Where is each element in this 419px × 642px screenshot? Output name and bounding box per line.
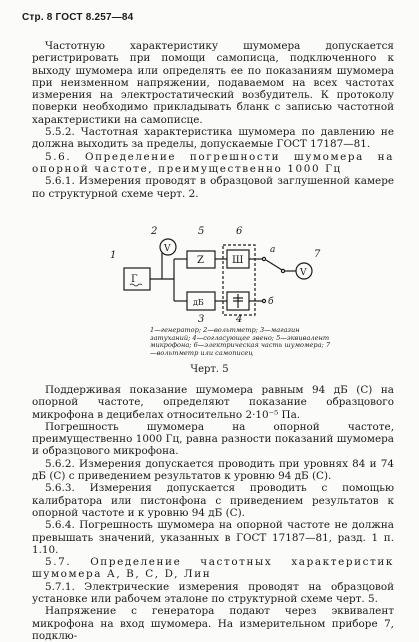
label-4: 4	[236, 314, 243, 322]
section-heading: 5.7. Определение частотных характеристик шумомера А, В, С, D, Лин	[32, 556, 394, 581]
paragraph: 5.6.2. Измерения допускается проводить при уровнях 84 и 74 дБ (С) с приведением результатов к уровню 94 дБ (С).	[32, 457, 394, 483]
page-header: Стр. 8 ГОСТ 8.257—84	[22, 12, 134, 23]
paragraph: Напряжение с генератора подают через эквивалент микрофона на вход шумомера. На измерительном приборе 7, подклю-	[32, 605, 394, 642]
label-2: 2	[151, 226, 158, 237]
paragraph: Поддерживая показание шумомера равным 94 дБ (С) на опорной частоте, определяют показание образцового микрофона в децибелах относительно 2·10⁻⁵ Па.	[32, 384, 394, 421]
label-3: 3	[198, 314, 205, 322]
figure-label: Черт. 5	[190, 364, 229, 375]
block-diagram	[0, 222, 419, 322]
label-7: 7	[314, 249, 321, 260]
text-block-top	[32, 40, 394, 200]
section-heading: 5.6. Определение погрешности шумомера на опорной частоте, преимущественно 1000 Гц	[32, 150, 394, 175]
label-v-2: V	[164, 244, 171, 254]
text-block-bottom	[32, 384, 394, 642]
figure-caption: 1—генератор; 2—вольтметр; 3—магазин затуханий; 4—согласующее звено; 5—эквивалент микрофона; 6—электрическая часть шумомера; 7—вольтметр или самописец	[150, 326, 331, 357]
label-v-7: V	[300, 268, 307, 278]
label-sh: Ш	[232, 255, 244, 266]
label-5: 5	[198, 226, 205, 237]
label-db: дБ	[193, 298, 204, 307]
label-6: 6	[236, 226, 243, 237]
paragraph: 5.6.4. Погрешность шумомера на опорной частоте не должна превышать значений, указанных в ГОСТ 17187—81, разд. 1 п. 1.10.	[32, 519, 394, 556]
paragraph: 5.6.1. Измерения проводят в образцовой заглушенной камере по структурной схеме черт. 2.	[32, 175, 394, 200]
label-1: 1	[110, 250, 117, 261]
label-generator: Г	[131, 274, 138, 285]
label-a: а	[270, 245, 276, 255]
paragraph: 5.5.2. Частотная характеристика шумомера по давлению не должна выходить за пределы, допускаемые ГОСТ 17187—81.	[32, 126, 394, 151]
paragraph: Погрешность шумомера на опорной частоте, преимущественно 1000 Гц, равна разности показаний шумомера и образцового микрофона.	[32, 420, 394, 458]
label-z: Z	[197, 255, 204, 266]
paragraph: 5.6.3. Измерения допускается проводить с помощью калибратора или пистонфона с приведением результатов к опорной частоте и к уровню 94 дБ (С).	[32, 482, 394, 519]
paragraph: Частотную характеристику шумомера допускается регистрировать при помощи самописца, подключенного к выходу шумомера или определять ее по показаниям шумомера при неизменном напряжении, подаваемом на всех частотах измерения на электростатический возбудитель. К протоколу поверки необходимо прикладывать бланк с записью частотной характеристики на самописце.	[32, 40, 394, 126]
label-b: б	[268, 297, 274, 307]
paragraph: 5.7.1. Электрические измерения проводят на образцовой установке или рабочем эталоне по структурной схеме черт. 5.	[32, 580, 394, 606]
